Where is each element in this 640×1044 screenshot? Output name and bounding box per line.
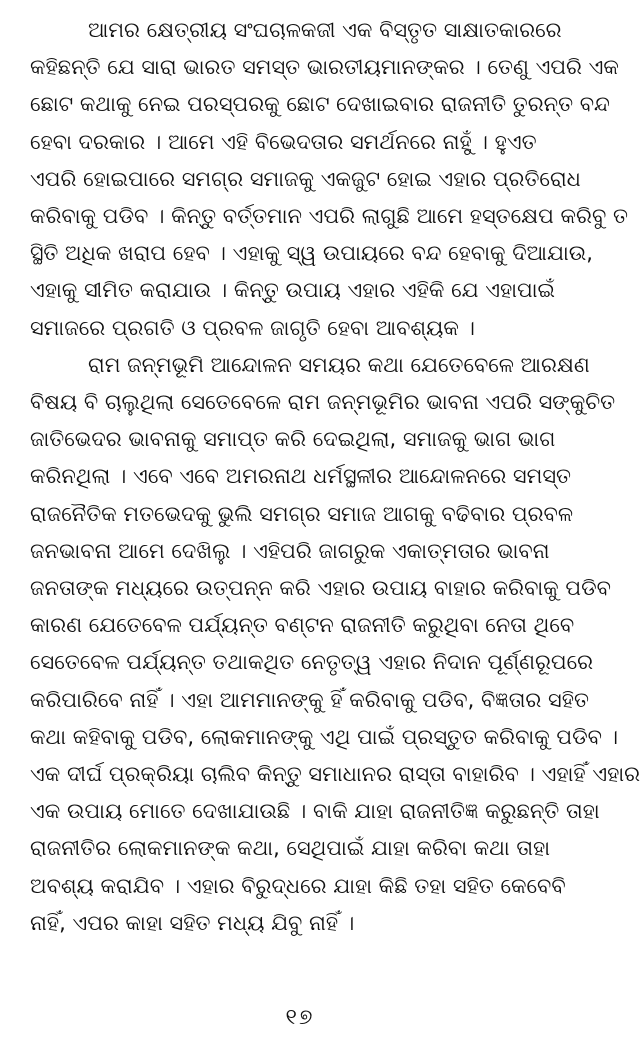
text-line: ସ୍ଥିତି ଅଧିକ ଖରାପ ହେବ । ଏହାକୁ ସ୍ୱ ଉପାୟରେ ବନ୍ଦ ହେବାକୁ ଦିଆଯାଉ, xyxy=(30,241,593,266)
text-line: ଛୋଟ କଥାକୁ ନେଇ ପରସ୍ପରକୁ ଛୋଟ ଦେଖାଇବାର ରାଜନୀତି ତୁରନ୍ତ ବନ୍ଦ xyxy=(30,92,610,117)
text-line: ବିଷୟ ବି ଚାଲୁଥିଲା ସେତେବେଳେ ରାମ ଜନ୍ମଭୂମିର ଭାବନା ଏପରି ସଙ୍କୁଚିତ xyxy=(30,390,616,415)
text-line: କଥା କହିବାକୁ ପଡିବ, ଲୋକମାନଙ୍କୁ ଏଥି ପାଇଁ ପ୍ରସ୍ତୁତ କରିବାକୁ ପଡିବ । xyxy=(30,724,619,749)
text-line: ଏକ ଉପାୟ ମୋତେ ଦେଖାଯାଉଛି । ବାକି ଯାହା ରାଜନୀତିଜ୍ଞ କରୁଛନ୍ତି ତାହା xyxy=(30,799,600,824)
text-line: ଜନତାଙ୍କ ମଧ୍ୟରେ ଉତ୍ପନ୍ନ କରି ଏହାର ଉପାୟ ବାହାର କରିବାକୁ ପଡିବ xyxy=(30,576,611,601)
text-line: କରିବାକୁ ପଡିବ । କିନ୍ତୁ ବର୍ତ୍ତମାନ ଏପରି ଲାଗୁଛି ଆମେ ହସ୍ତକ୍ଷେପ କରିବୁ ତ xyxy=(30,204,628,229)
text-line: ରାମ ଜନ୍ମଭୂମି ଆନ୍ଦୋଳନ ସମୟର କଥା ଯେତେବେଳେ ଆରକ୍ଷଣ xyxy=(88,352,590,377)
text-line: ଏହାକୁ ସୀମିତ କରାଯାଉ । କିନ୍ତୁ ଉପାୟ ଏହାର ଏହିକି ଯେ ଏହାପାଇଁ xyxy=(30,278,556,303)
text-line: ରାଜନୀତିର ଲୋକମାନଙ୍କ କଥା, ସେଥିପାଇଁ ଯାହା କରିବା କଥା ତାହା xyxy=(30,836,551,861)
text-line: ଜାତିଭେଦର ଭାବନାକୁ ସମାପ୍ତ କରି ଦେଇଥିଲା, ସମାଜକୁ ଭାଗ ଭାଗ xyxy=(30,427,556,452)
text-line: କାରଣ ଯେତେବେଳ ପର୍ଯ୍ୟନ୍ତ ବଣ୍ଟନ ରାଜନୀତି କରୁଥିବା ନେତା ଥିବେ xyxy=(30,613,575,638)
text-line: କହିଛନ୍ତି ଯେ ସାରା ଭାରତ ସମସ୍ତ ଭାରତୀୟମାନଙ୍କର । ତେଣୁ ଏପରି ଏକ xyxy=(30,55,619,80)
body-text xyxy=(30,12,640,942)
text-line: ସମାଜରେ ପ୍ରଗତି ଓ ପ୍ରବଳ ଜାଗୃତି ହେବା ଆବଶ୍ୟକ । xyxy=(30,315,476,340)
text-line: ଜନଭାବନା ଆମେ ଦେଖିଲୁ । ଏହିପରି ଜାଗରୁକ ଏକାତ୍ମତାର ଭାବନା xyxy=(30,538,550,563)
page-number: ୧୭ xyxy=(285,1005,315,1030)
text-line: ଆମର କ୍ଷେତ୍ରୀୟ ସଂଘଚାଳକଜୀ ଏକ ବିସ୍ତୃତ ସାକ୍ଷାତକାରରେ xyxy=(88,18,562,42)
text-line: ଅବଶ୍ୟ କରାଯିବ । ଏହାର ବିରୁଦ୍ଧରେ ଯାହା କିଛି ତହା ସହିତ କେବେବି xyxy=(30,873,566,898)
text-line: ଏକ ଦୀର୍ଘ ପ୍ରକ୍ରିୟା ଚାଲିବ କିନ୍ତୁ ସମାଧାନର ରାସ୍ତା ବାହାରିବ । ଏହାହିଁ ଏହାର xyxy=(30,762,640,787)
text-line: କରିପାରିବେ ନାହିଁ । ଏହା ଆମମାନଙ୍କୁ ହିଁ କରିବାକୁ ପଡିବ, ବିଜ୍ଞତାର ସହିତ xyxy=(30,687,589,712)
text-line: ହେବା ଦରକାର । ଆମେ ଏହି ବିଭେଦତାର ସମର୍ଥନରେ ନାହୁଁ । ହୁଏତ xyxy=(30,129,537,154)
text-line: ରାଜନୈତିକ ମତଭେଦକୁ ଭୁଲି ସମଗ୍ର ସମାଜ ଆଗକୁ ବଢିବାର ପ୍ରବଳ xyxy=(30,501,574,526)
text-line: ନାହିଁ, ଏପର କାହା ସହିତ ମଧ୍ୟ ଯିବୁ ନାହିଁ । xyxy=(30,910,355,935)
text-line: ଏପରି ହୋଇପାରେ ସମଗ୍ର ସମାଜକୁ ଏକଜୁଟ ହୋଇ ଏହାର ପ୍ରତିରୋଧ xyxy=(30,166,581,191)
text-line: ସେତେବେଳ ପର୍ଯ୍ୟନ୍ତ ତଥାକଥିତ ନେତୃତ୍ୱ ଏହାର ନିଦାନ ପୂର୍ଣ୍ଣରୂପରେ xyxy=(30,650,594,675)
text-line: କରିନଥିଲା । ଏବେ ଏବେ ଅମରନାଥ ଧର୍ମସ୍ଥଳୀର ଆନ୍ଦୋଳନରେ ସମସ୍ତ xyxy=(30,464,572,489)
